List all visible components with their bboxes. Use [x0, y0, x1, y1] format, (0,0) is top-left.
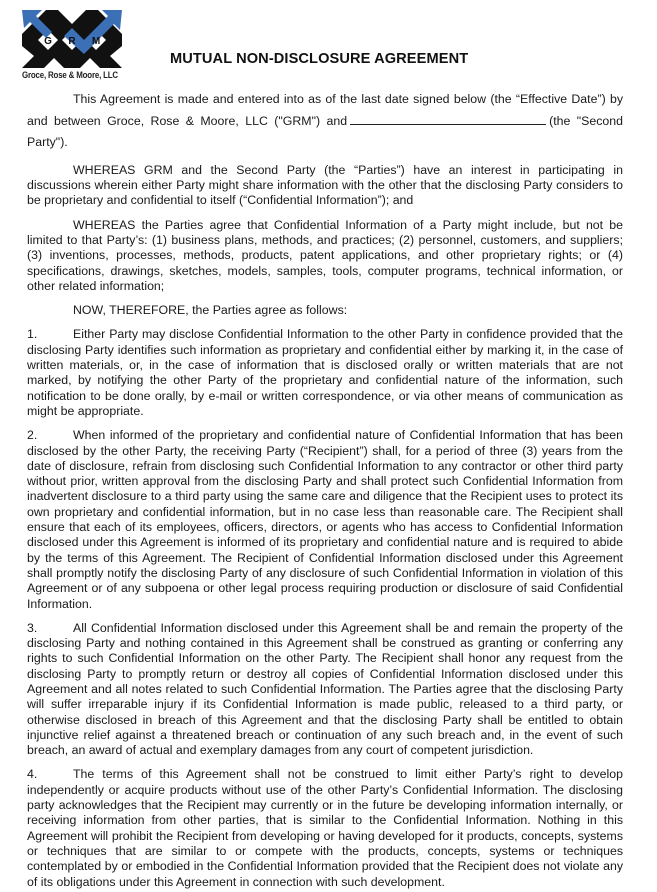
clause-number: 4. — [27, 767, 38, 782]
clause-text: The terms of this Agreement shall not be construed to limit either Party’s right to develop independently or acquire products without use of the other Party’s Confidential Information. The disclosing party acknowledges that the Recipient may currently or in the future be developing information internally, or receiving information from other parties, that is similar to the Confidential Information. Nothing in this Agreement will prohibit the Recipient from developing or having developed for it products, concepts, systems or techniques that are similar to or compete with the products, concepts, systems or techniques contemplated by or embodied in the Confidential Information provided that the Recipient does not violate any of its obligations under this Agreement in connection with such development. — [27, 767, 623, 889]
clause-paragraph — [27, 621, 623, 759]
logo-caption: Groce, Rose & Moore, LLC — [22, 70, 118, 80]
intro-text-1: This Agreement is made and entered into as of the last date signed below (the “Effective Date”) by and between Groce, Rose & Moore, LLC ("GRM") and — [27, 92, 623, 128]
company-logo — [22, 6, 122, 82]
clause-text: All Confidential Information disclosed under this Agreement shall be and remain the property of the disclosing Party and nothing contained in this Agreement shall be construed as granting or conferring any rights to such Confidential Information on the other Party. The Recipient shall honor any request from the disclosing Party to promptly return or destroy all copies of Confidential Information disclosed under this Agreement and all notes related to such Confidential Information. The Parties agree that the disclosing Party will suffer irreparable injury if its Confidential Information is made public, released to a third party, or otherwise disclosed in breach of this Agreement and that the disclosing Party shall be entitled to obtain injunctive relief against a threatened breach or continuation of any such breach and, in the event of such breach, an award of actual and exemplary damages from any court of competent jurisdiction. — [27, 620, 623, 758]
svg-text:G: G — [44, 36, 52, 47]
clause-text: When informed of the proprietary and confidential nature of Confidential Information that has been disclosed by the other Party, the receiving Party (“Recipient”) shall, for a period of three (3) years from the date of disclosure, refrain from disclosing such Confidential Information to any contractor or other third party without prior, written approval from the disclosing Party and shall protect such Confidential Information from inadvertent disclosure to a third party using the same care and diligence that the Recipient uses to protect its own proprietary and confidential information, but in no case less than reasonable care. The Recipient shall ensure that each of its employees, officers, directors, or agents who has access to Confidential Information disclosed under this Agreement is informed of its proprietary and confidential nature and is required to abide by the terms of this Agreement. The Recipient of Confidential Information disclosed under this Agreement shall promptly notify the disclosing Party of any disclosure of such Confidential Information in violation of this Agreement or of any subpoena or other legal process requiring production or disclosure of said Confidential Information. — [27, 428, 623, 611]
second-party-name-field[interactable] — [350, 114, 546, 125]
now-therefore-paragraph: NOW, THEREFORE, the Parties agree as follows: — [73, 303, 348, 318]
svg-text:R: R — [68, 36, 76, 47]
clause-number: 2. — [27, 428, 38, 443]
svg-text:M: M — [91, 36, 101, 47]
document-body — [27, 89, 623, 890]
clause-number: 3. — [27, 620, 38, 635]
grm-logo-icon — [22, 6, 122, 70]
recital-paragraph: WHEREAS GRM and the Second Party (the “Parties”) have an interest in participating in discussions wherein either Party might share information with the other that the disclosing Party considers to be proprietary and confidential to itself (“Confidential Information”); and — [27, 162, 623, 208]
intro-text-2: (the "Second Party"). — [27, 113, 624, 150]
clause-paragraph — [27, 327, 623, 419]
intro-paragraph — [27, 89, 623, 154]
clause-number: 1. — [27, 327, 38, 342]
recital-paragraph: WHEREAS the Parties agree that Confidential Information of a Party might include, but not be limited to that Party’s: (1) business plans, methods, and practices; (2) personnel, customers, and suppliers; (3) inventions, processes, methods, products, patent applications, and other proprietary rights; or (4) specifications, drawings, sketches, models, samples, tools, computer programs, technical information, or other related information; — [27, 217, 623, 293]
clause-text: Either Party may disclose Confidential Information to the other Party in confidence provided that the disclosing Party identifies such information as proprietary and confidential either by marking it, in the case of written materials, or, in the case of information that is disclosed orally or written materials that are not marked, by notifying the other Party of the proprietary and confidential nature of the information, such notification to be done orally, by e-mail or written correspondence, or via other means of communication as might be appropriate. — [27, 327, 623, 418]
document-title: MUTUAL NON-DISCLOSURE AGREEMENT — [170, 51, 469, 67]
clause-paragraph — [27, 428, 623, 612]
clause-paragraph — [27, 767, 623, 889]
